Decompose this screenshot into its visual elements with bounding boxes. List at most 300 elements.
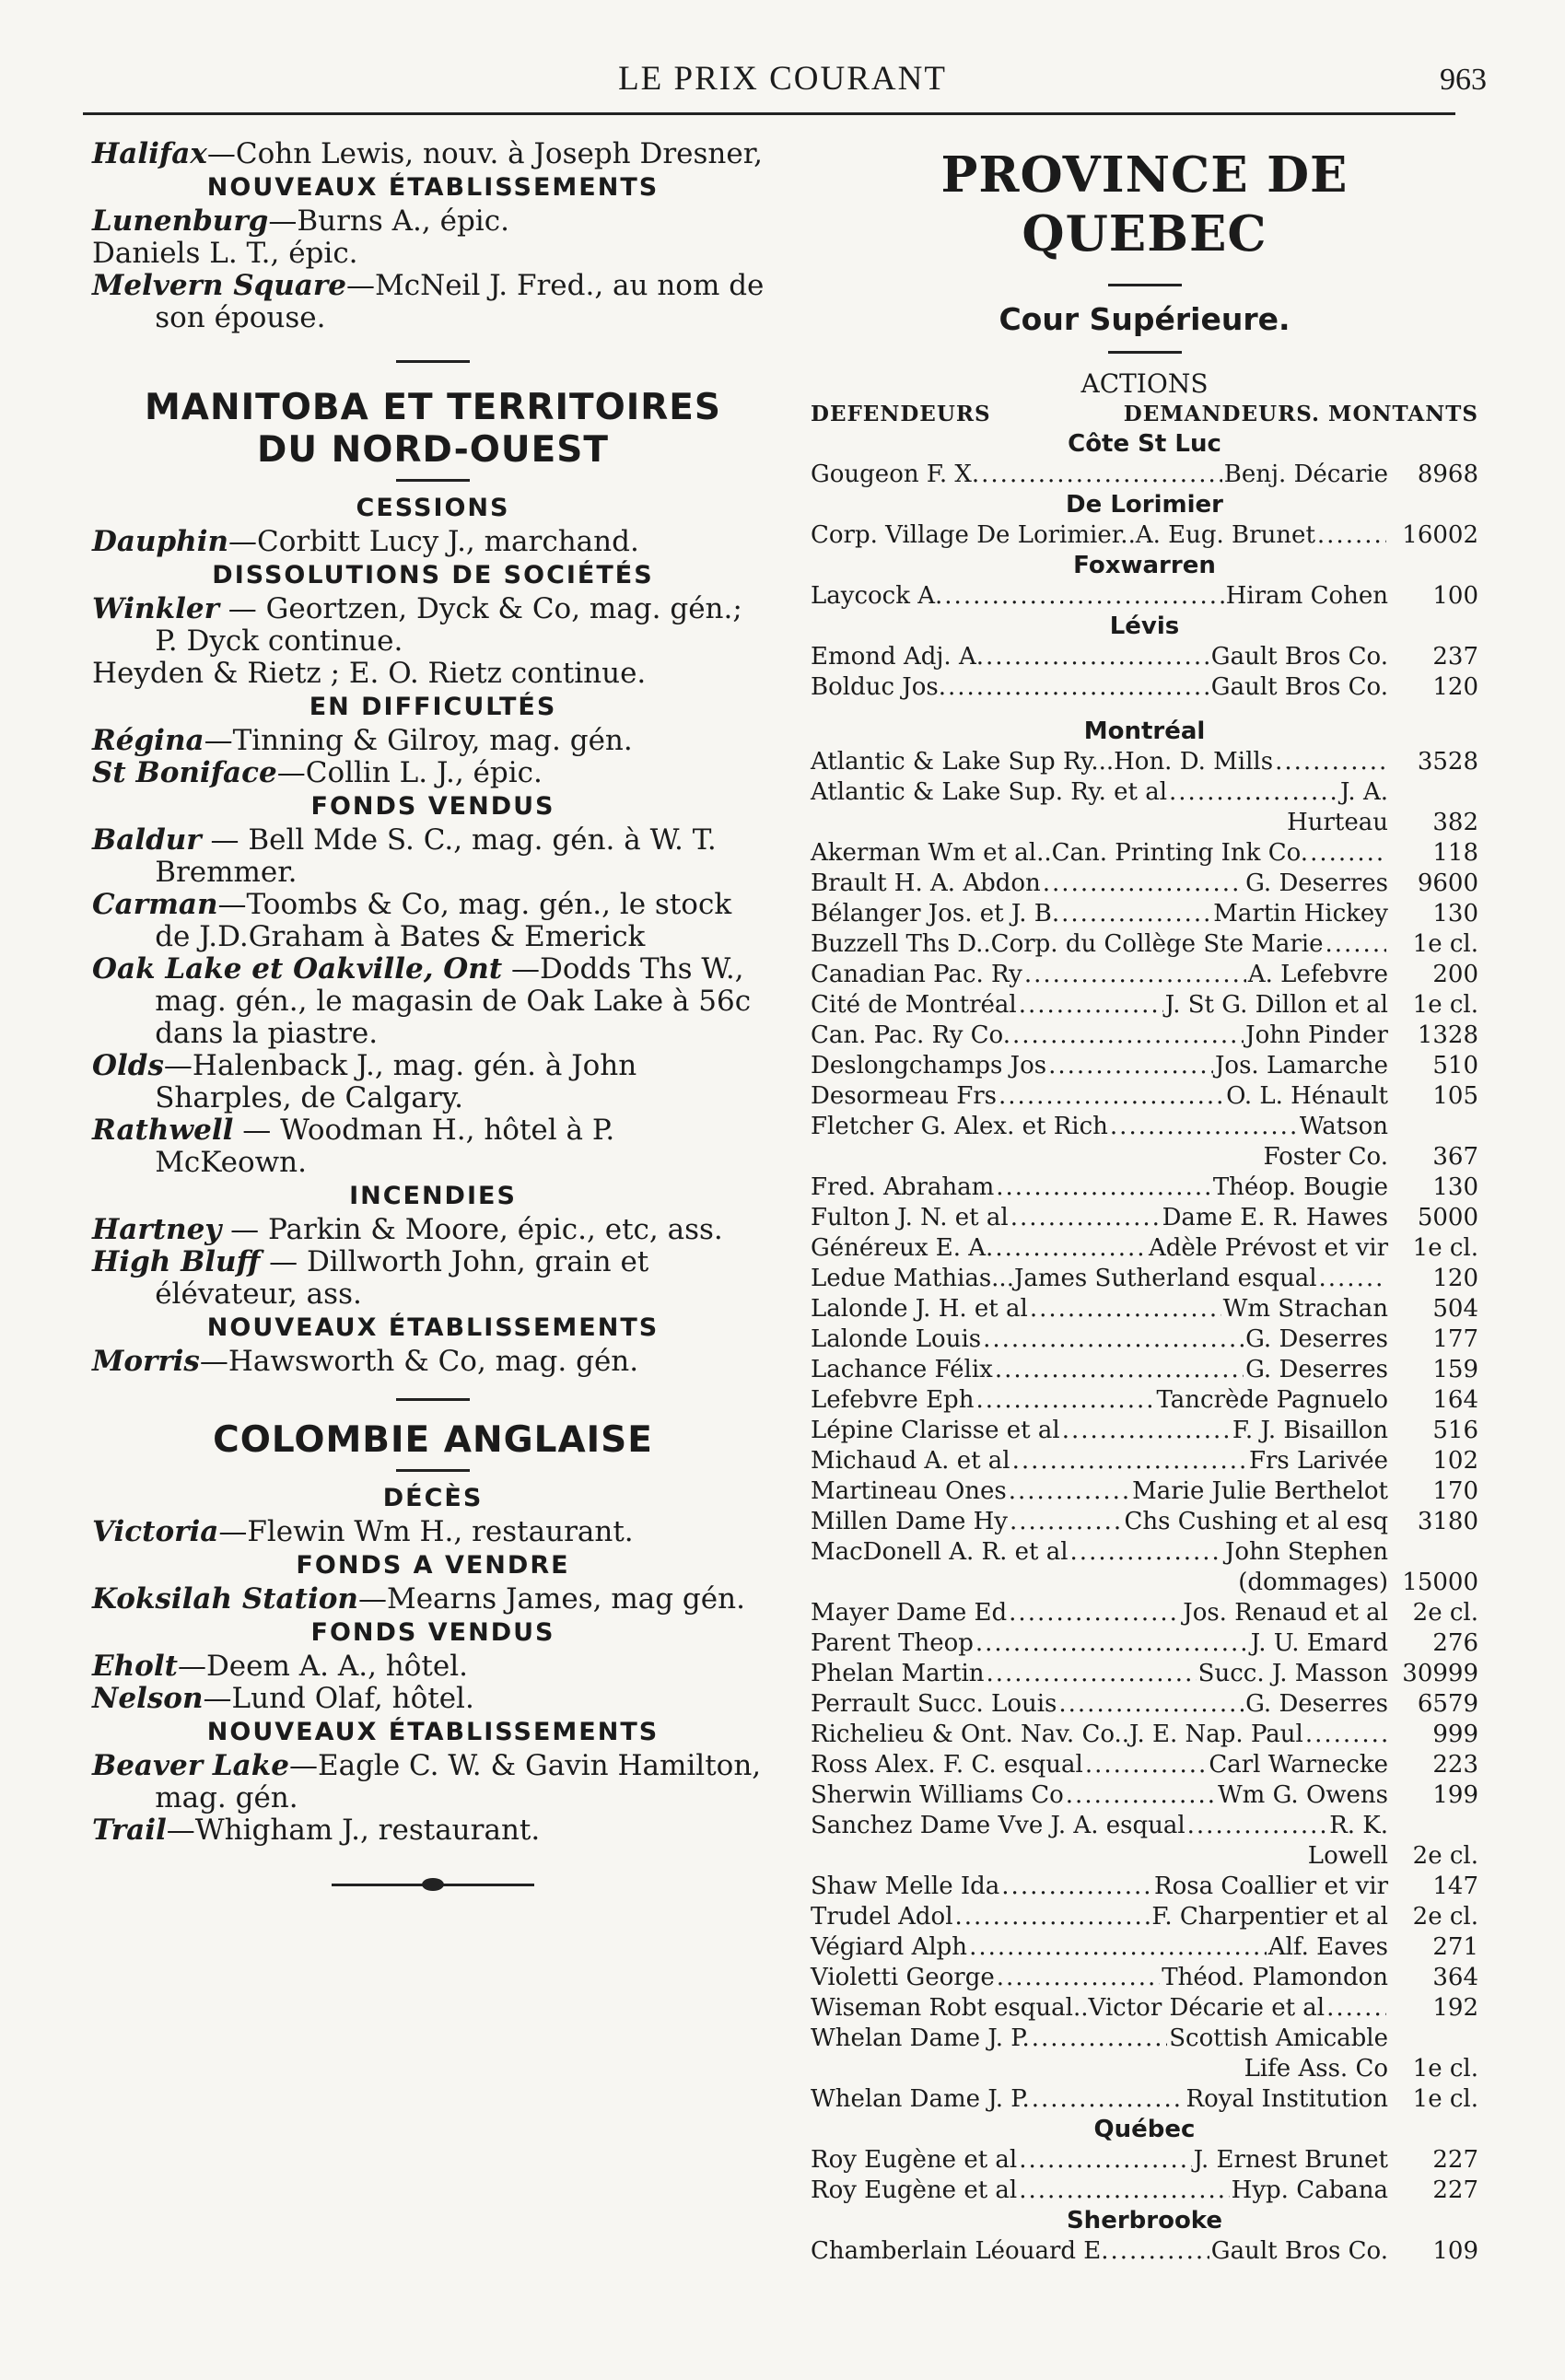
entry-place: Koksilah Station xyxy=(92,1582,358,1616)
action-row xyxy=(811,1689,1478,1720)
defendant: Sanchez Dame Vve J. A. esqual xyxy=(811,1812,1185,1839)
leader-dots xyxy=(995,1233,1147,1264)
action-row xyxy=(811,1932,1478,1963)
section-heading: FONDS A VENDRE xyxy=(296,1551,570,1580)
left-column xyxy=(92,138,774,1889)
section-heading: INCENDIES xyxy=(349,1182,517,1210)
entry-text: Whigham J., restaurant. xyxy=(194,1814,541,1847)
leader-dots xyxy=(1066,1780,1216,1811)
amount: 159 xyxy=(1432,1356,1478,1383)
amount: 102 xyxy=(1432,1447,1478,1475)
entries-nouveaux-etablissements xyxy=(92,1750,774,1847)
leader-dots xyxy=(1009,1598,1181,1628)
plaintiff: Théod. Plamondon xyxy=(1162,1964,1388,1991)
amount: 177 xyxy=(1432,1325,1478,1353)
action-row xyxy=(811,1264,1478,1294)
action-row xyxy=(811,2024,1478,2054)
plaintiff: O. L. Hénault xyxy=(1226,1082,1388,1110)
entry-place: Winkler xyxy=(92,592,219,625)
entry-text: — Parkin & Moore, épic., etc, ass. xyxy=(221,1213,723,1246)
plaintiff: Gault Bros Co. xyxy=(1210,2237,1388,2265)
page-header xyxy=(0,46,1565,101)
defendant: Lalonde Louis xyxy=(811,1325,982,1353)
leader-dots xyxy=(1010,1507,1123,1537)
col-montants: MONTANTS xyxy=(1328,402,1478,426)
entry-text: —Dodds Ths W., mag. gén., le magasin de Oak Lake à 56c dans la piastre. xyxy=(155,952,752,1050)
entry-place: Régina xyxy=(92,724,204,757)
leader-dots xyxy=(1019,2145,1191,2176)
defendant: Whelan Dame J. P. xyxy=(811,2024,1030,2052)
entry-text: Burns A., épic. xyxy=(297,204,509,238)
entry-separator: — xyxy=(199,1345,228,1378)
defendant: Canadian Pac. Ry xyxy=(811,961,1022,988)
leader-dots xyxy=(1062,1416,1231,1446)
entry-separator: — xyxy=(276,756,306,789)
leader-dots xyxy=(1070,1537,1223,1568)
plaintiff: Scottish Amicable xyxy=(1169,2024,1388,2052)
amount: 510 xyxy=(1432,1052,1478,1079)
defendant: Fred. Abraham xyxy=(811,1173,995,1201)
plaintiff-continued: Lowell xyxy=(1307,1842,1388,1870)
entries-nouveaux-etablissements xyxy=(92,1346,774,1378)
defendant: Brault H. A. Abdon xyxy=(811,869,1041,897)
entry-place: Olds xyxy=(92,1049,164,1082)
listing-entry xyxy=(92,824,774,889)
listing-entry xyxy=(92,593,774,658)
action-row xyxy=(811,1446,1478,1476)
plaintiff: G. Deserres xyxy=(1245,1690,1388,1718)
place-heading: Foxwarren xyxy=(1073,552,1216,579)
action-row xyxy=(811,1780,1478,1811)
divider xyxy=(1108,351,1182,354)
leader-dots xyxy=(948,672,1209,703)
amount: 5000 xyxy=(1417,1204,1478,1231)
entry-separator: — xyxy=(204,724,233,757)
leader-dots xyxy=(1012,1446,1247,1476)
entry-place: Eholt xyxy=(92,1650,178,1683)
col-defendeurs: DEFENDEURS xyxy=(811,402,991,426)
entry-text: Daniels L. T., épic. xyxy=(92,237,358,270)
entry-text: — Bell Mde S. C., mag. gén. à W. T. Bremmer. xyxy=(155,823,717,889)
plaintiff: Jos. Renaud et al xyxy=(1183,1599,1388,1627)
defendant: Cité de Montréal xyxy=(811,991,1017,1019)
leader-dots xyxy=(1009,1476,1130,1507)
plaintiff: Dame E. R. Hawes xyxy=(1162,1204,1388,1231)
page-number: 963 xyxy=(1440,63,1487,97)
defendant: Wiseman Robt esqual..Victor Décarie et al xyxy=(811,1994,1326,2022)
amount: 1e cl. xyxy=(1412,2055,1478,2082)
entry-place: Beaver Lake xyxy=(92,1749,289,1782)
leader-dots xyxy=(969,1932,1267,1963)
listing-entry xyxy=(92,1651,774,1683)
entry-place: Nelson xyxy=(92,1682,204,1715)
defendant: Végiard Alph xyxy=(811,1933,968,1961)
amount: 199 xyxy=(1432,1781,1478,1809)
listing-entry xyxy=(92,1246,774,1311)
listing-entry xyxy=(92,953,774,1050)
action-row-continuation xyxy=(811,1142,1478,1172)
plaintiff: Théop. Bougie xyxy=(1212,1173,1388,1201)
defendant: Bolduc Jos. xyxy=(811,673,946,701)
group-levis xyxy=(811,612,1478,703)
defendant: Emond Adj. A. xyxy=(811,643,984,671)
province-title: PROVINCE DE QUEBEC xyxy=(940,146,1349,262)
listing-entry xyxy=(92,1114,774,1179)
col-demandeurs-montants xyxy=(1124,400,1478,429)
action-row xyxy=(811,1081,1478,1112)
plaintiff: F. J. Bisaillon xyxy=(1232,1417,1388,1444)
leader-dots xyxy=(1305,1720,1386,1750)
entry-text: Cohn Lewis, nouv. à Joseph Dresner, xyxy=(235,137,763,170)
action-row xyxy=(811,1963,1478,1993)
nouvelle-ecosse-entries xyxy=(92,138,774,170)
defendant: Fletcher G. Alex. et Rich xyxy=(811,1113,1108,1140)
defendant: Perrault Succ. Louis xyxy=(811,1690,1057,1718)
action-row xyxy=(811,2084,1478,2115)
amount: 109 xyxy=(1432,2237,1478,2265)
leader-dots xyxy=(1019,990,1163,1021)
amount: 271 xyxy=(1432,1933,1478,1961)
leader-dots xyxy=(944,581,1223,612)
leader-dots xyxy=(995,1355,1244,1385)
defendant: Trudel Adol xyxy=(811,1903,953,1931)
leader-dots xyxy=(1326,1993,1386,2024)
defendant: Gougeon F. X. xyxy=(811,461,980,488)
amount: 237 xyxy=(1432,643,1478,671)
group-cote-st-luc xyxy=(811,429,1478,490)
defendant: Laycock A. xyxy=(811,582,943,610)
plaintiff: F. Charpentier et al xyxy=(1151,1903,1388,1931)
listing-entry xyxy=(92,1050,774,1114)
region-title-line: DU NORD-OUEST xyxy=(257,429,609,471)
place-heading: Sherbrooke xyxy=(1066,2207,1223,2234)
leader-dots xyxy=(975,1385,1154,1416)
action-row xyxy=(811,1172,1478,1203)
divider xyxy=(1108,284,1182,286)
plaintiff: Watson xyxy=(1299,1113,1388,1140)
defendant: Martineau Ones xyxy=(811,1477,1007,1505)
action-row xyxy=(811,1385,1478,1416)
entry-separator: — xyxy=(268,204,298,238)
plaintiff: Frs Larivée xyxy=(1248,1447,1388,1475)
amount: 15000 xyxy=(1402,1569,1478,1596)
entries-dissolutions xyxy=(92,593,774,690)
defendant: MacDonell A. R. et al xyxy=(811,1538,1069,1566)
action-row xyxy=(811,460,1478,490)
defendant: Atlantic & Lake Sup Ry...Hon. D. Mills xyxy=(811,748,1274,776)
action-row xyxy=(811,1507,1478,1537)
plaintiff: Adèle Prévost et vir xyxy=(1148,1234,1388,1262)
listing-entry xyxy=(92,725,774,757)
plaintiff: Martin Hickey xyxy=(1213,900,1388,928)
entries-incendies xyxy=(92,1214,774,1311)
listing-entry xyxy=(92,526,774,558)
leader-dots xyxy=(1048,1051,1213,1081)
leader-dots xyxy=(1032,2024,1167,2054)
amount: 227 xyxy=(1432,2146,1478,2174)
header-rule xyxy=(83,112,1455,115)
section-heading: DÉCÈS xyxy=(382,1484,484,1512)
entry-place: Carman xyxy=(92,888,218,921)
listing-entry xyxy=(92,138,774,170)
plaintiff: Gault Bros Co. xyxy=(1210,673,1388,701)
listing-entry xyxy=(92,889,774,953)
amount: 8968 xyxy=(1417,461,1478,488)
group-montreal xyxy=(811,717,1478,2115)
entry-text: — Dillworth John, grain et élévateur, ass. xyxy=(155,1245,649,1311)
leader-dots xyxy=(1058,1689,1244,1720)
entries-cessions xyxy=(92,526,774,558)
listing-entry xyxy=(92,1750,774,1814)
right-column xyxy=(811,138,1478,2267)
entry-place: Halifax xyxy=(92,137,207,170)
court-title: Cour Supérieure. xyxy=(999,301,1291,337)
defendant: Lépine Clarisse et al xyxy=(811,1417,1060,1444)
defendant: Deslongchamps Jos xyxy=(811,1052,1047,1079)
listing-entry xyxy=(92,1683,774,1715)
defendant: Akerman Wm et al..Can. Printing Ink Co. xyxy=(811,839,1309,867)
defendant: Fulton J. N. et al xyxy=(811,1204,1009,1231)
action-row xyxy=(811,581,1478,612)
plaintiff: J. A. xyxy=(1340,778,1388,806)
action-row xyxy=(811,929,1478,960)
leader-dots xyxy=(1187,1811,1328,1841)
action-row-continuation xyxy=(811,1841,1478,1872)
plaintiff: J. Ernest Brunet xyxy=(1193,2146,1388,2174)
plaintiff: Rosa Coallier et vir xyxy=(1154,1872,1388,1900)
leader-dots xyxy=(1061,899,1211,929)
section-heading: FONDS VENDUS xyxy=(310,792,555,821)
leader-dots xyxy=(996,1172,1211,1203)
amount xyxy=(1388,1537,1478,1568)
defendant: Whelan Dame J. P. xyxy=(811,2085,1030,2113)
amount: 367 xyxy=(1432,1143,1478,1171)
amount: 276 xyxy=(1432,1629,1478,1657)
plaintiff: Chs Cushing et al esq xyxy=(1124,1508,1388,1535)
action-row xyxy=(811,1416,1478,1446)
amount: 6579 xyxy=(1417,1690,1478,1718)
entry-place: Baldur xyxy=(92,823,202,857)
leader-dots xyxy=(1275,747,1386,777)
entry-place: Victoria xyxy=(92,1515,219,1548)
entry-text: Halenback J., mag. gén. à John Sharples, de Calgary. xyxy=(155,1049,637,1114)
place-heading: Côte St Luc xyxy=(1068,430,1221,458)
action-row-continuation xyxy=(811,1568,1478,1598)
entry-text: McNeil J. Fred., au nom de son épouse. xyxy=(155,269,765,334)
entries-fonds-vendus xyxy=(92,824,774,1179)
entry-place: Trail xyxy=(92,1814,167,1847)
amount: 105 xyxy=(1432,1082,1478,1110)
section-heading: NOUVEAUX ÉTABLISSEMENTS xyxy=(206,1718,660,1746)
action-row xyxy=(811,1598,1478,1628)
entry-separator: — xyxy=(177,1650,206,1683)
defendant: Can. Pac. Ry Co. xyxy=(811,1021,1011,1049)
action-row xyxy=(811,1233,1478,1264)
plaintiff-continued: Foster Co. xyxy=(1263,1143,1388,1171)
plaintiff: Jos. Lamarche xyxy=(1215,1052,1388,1079)
amount: 227 xyxy=(1432,2176,1478,2204)
entry-text: Deem A. A., hôtel. xyxy=(205,1650,468,1683)
entry-separator: — xyxy=(218,1515,248,1548)
divider xyxy=(396,360,470,363)
listing-entry xyxy=(92,238,774,270)
col-demandeurs: DEMANDEURS. xyxy=(1123,402,1320,426)
plaintiff: Hyp. Cabana xyxy=(1231,2176,1388,2204)
entries-fonds-a-vendre xyxy=(92,1583,774,1616)
leader-dots xyxy=(981,460,1222,490)
entry-place: Oak Lake et Oakville, Ont xyxy=(92,952,503,986)
defendant: Desormeau Frs xyxy=(811,1082,998,1110)
action-row-continuation xyxy=(811,2054,1478,2084)
amount xyxy=(1388,1112,1478,1142)
action-row xyxy=(811,1203,1478,1233)
plaintiff: G. Deserres xyxy=(1245,1325,1388,1353)
entry-separator: — xyxy=(228,525,258,558)
amount: 147 xyxy=(1432,1872,1478,1900)
plaintiff: A. Lefebvre xyxy=(1247,961,1388,988)
entry-place: Lunenburg xyxy=(92,204,269,238)
action-row xyxy=(811,838,1478,869)
defendant: Généreux E. A. xyxy=(811,1234,994,1262)
leader-dots xyxy=(1010,1203,1161,1233)
listing-entry xyxy=(92,205,774,238)
amount: 16002 xyxy=(1402,521,1478,549)
plaintiff: Marie Julie Berthelot xyxy=(1132,1477,1388,1505)
leader-dots xyxy=(1019,2176,1229,2206)
entries-en-difficultes xyxy=(92,725,774,789)
listing-entry xyxy=(92,658,774,690)
defendant: Phelan Martin xyxy=(811,1660,985,1687)
amount: 3180 xyxy=(1417,1508,1478,1535)
action-row xyxy=(811,777,1478,808)
plaintiff: R. K. xyxy=(1329,1812,1388,1839)
entry-place: Hartney xyxy=(92,1213,222,1246)
entries-nouveaux-etablissements xyxy=(92,205,774,334)
ornament-rule xyxy=(332,1880,534,1889)
action-row xyxy=(811,2176,1478,2206)
listing-entry xyxy=(92,1814,774,1847)
region-title-line: MANITOBA ET TERRITOIRES xyxy=(144,387,722,428)
plaintiff: Carl Warnecke xyxy=(1209,1751,1388,1779)
amount: 2e cl. xyxy=(1412,1842,1478,1870)
defendant: Ross Alex. F. C. esqual xyxy=(811,1751,1083,1779)
divider xyxy=(396,1398,470,1401)
section-heading: NOUVEAUX ÉTABLISSEMENTS xyxy=(206,1313,660,1342)
entry-place: High Bluff xyxy=(92,1245,261,1278)
defendant: Mayer Dame Ed xyxy=(811,1599,1008,1627)
plaintiff: J. St G. Dillon et al xyxy=(1164,991,1388,1019)
amount: 1e cl. xyxy=(1412,2085,1478,2113)
defendant: Buzzell Ths D..Corp. du Collège Ste Marie xyxy=(811,930,1324,958)
entries-fonds-vendus xyxy=(92,1651,774,1715)
entry-place: Rathwell xyxy=(92,1114,234,1147)
amount: 382 xyxy=(1432,809,1478,836)
place-heading: Montréal xyxy=(1083,718,1206,745)
defendant: Chamberlain Léouard E. xyxy=(811,2237,1109,2265)
leader-dots xyxy=(1317,520,1386,551)
listing-entry xyxy=(92,1583,774,1616)
leader-dots xyxy=(1310,838,1386,869)
action-row xyxy=(811,1112,1478,1142)
amount xyxy=(1388,1811,1478,1841)
section-heading: NOUVEAUX ÉTABLISSEMENTS xyxy=(206,173,660,202)
defendant: Michaud A. et al xyxy=(811,1447,1010,1475)
plaintiff: G. Deserres xyxy=(1245,869,1388,897)
entry-text: Lund Olaf, hôtel. xyxy=(231,1682,474,1715)
place-heading: De Lorimier xyxy=(1066,491,1223,519)
listing-entry xyxy=(92,1346,774,1378)
entry-text: Flewin Wm H., restaurant. xyxy=(247,1515,634,1548)
plaintiff: G. Deserres xyxy=(1245,1356,1388,1383)
column-headers xyxy=(811,400,1478,429)
action-row xyxy=(811,960,1478,990)
entry-text: Toombs & Co, mag. gén., le stock de J.D.Graham à Bates & Emerick xyxy=(155,888,732,953)
plaintiff: Hiram Cohen xyxy=(1225,582,1388,610)
leader-dots xyxy=(999,1081,1224,1112)
plaintiff: John Stephen xyxy=(1225,1538,1388,1566)
action-row xyxy=(811,1537,1478,1568)
plaintiff: Alf. Eaves xyxy=(1267,1933,1388,1961)
action-row xyxy=(811,1628,1478,1659)
group-quebec xyxy=(811,2115,1478,2206)
plaintiff: Benj. Décarie xyxy=(1223,461,1388,488)
plaintiff: Succ. J. Masson xyxy=(1197,1660,1388,1687)
entry-text: Corbitt Lucy J., marchand. xyxy=(257,525,639,558)
entry-text: Eagle C. W. & Gavin Hamilton, mag. gén. xyxy=(155,1749,762,1814)
defendant: Roy Eugène et al xyxy=(811,2176,1018,2204)
defendant: Atlantic & Lake Sup. Ry. et al xyxy=(811,778,1168,806)
action-row xyxy=(811,1811,1478,1841)
plaintiff: Gault Bros Co. xyxy=(1210,643,1388,671)
plaintiff-continued: Life Ass. Co xyxy=(1244,2055,1388,2082)
amount: 2e cl. xyxy=(1412,1599,1478,1627)
action-row xyxy=(811,2236,1478,2267)
entry-text: Tinning & Gilroy, mag. gén. xyxy=(232,724,633,757)
section-heading: CESSIONS xyxy=(356,494,510,522)
leader-dots xyxy=(986,642,1209,672)
entry-separator: — xyxy=(163,1049,193,1082)
plaintiff: Wm Strachan xyxy=(1222,1295,1388,1323)
action-row xyxy=(811,1476,1478,1507)
amount: 504 xyxy=(1432,1295,1478,1323)
amount: 100 xyxy=(1432,582,1478,610)
defendant: Millen Dame Hy xyxy=(811,1508,1008,1535)
amount: 364 xyxy=(1432,1964,1478,1991)
leader-dots xyxy=(1326,929,1387,960)
action-row xyxy=(811,1872,1478,1902)
action-row xyxy=(811,1324,1478,1355)
region-title-manitoba xyxy=(92,387,774,472)
action-row xyxy=(811,1659,1478,1689)
action-row xyxy=(811,520,1478,551)
entry-text: — Geortzen, Dyck & Co, mag. gén.; P. Dyck continue. xyxy=(155,592,742,658)
leader-dots xyxy=(1085,1750,1208,1780)
entry-place: Melvern Square xyxy=(92,269,346,302)
action-row xyxy=(811,1993,1478,2024)
spacer xyxy=(811,703,1478,717)
amount: 999 xyxy=(1432,1721,1478,1748)
leader-dots xyxy=(983,1324,1244,1355)
action-row xyxy=(811,672,1478,703)
leader-dots xyxy=(975,1628,1249,1659)
action-row xyxy=(811,1294,1478,1324)
leader-dots xyxy=(1032,2084,1185,2115)
leader-dots xyxy=(1319,1264,1386,1294)
group-de-lorimier xyxy=(811,490,1478,551)
plaintiff: Tancrède Pagnuelo xyxy=(1156,1386,1388,1414)
amount: 120 xyxy=(1432,1265,1478,1292)
leader-dots xyxy=(1030,1294,1221,1324)
